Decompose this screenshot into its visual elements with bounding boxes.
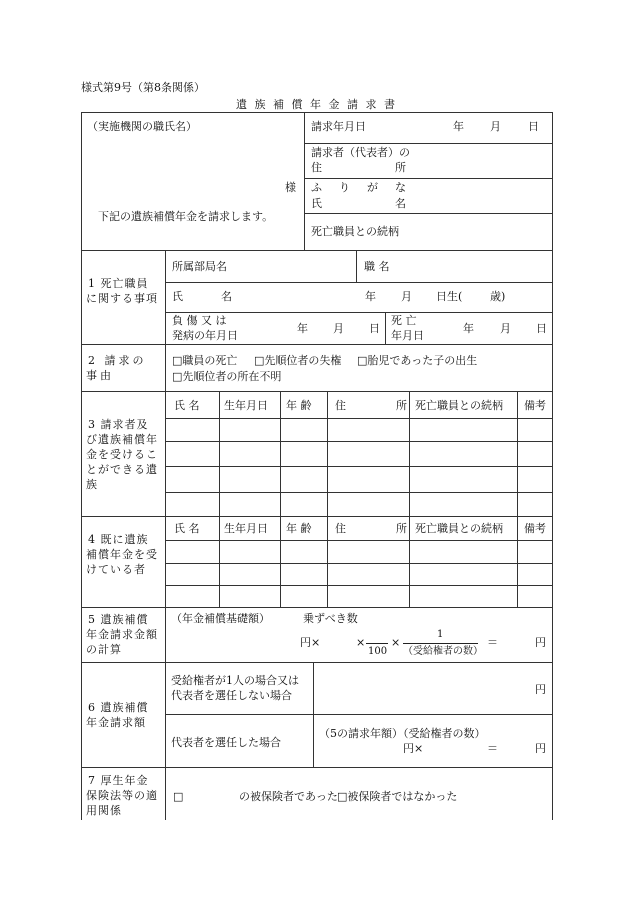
section6-label: 6 遺族補償年金請求額 — [86, 701, 149, 729]
reason-option-fetus-birth[interactable]: □胎児であった子の出生 — [357, 354, 478, 367]
deceased-name-label-a: 氏 — [172, 290, 183, 303]
denominator-100: 100 — [368, 646, 388, 657]
furigana-char-1: ふ — [311, 181, 322, 194]
claimant-address-label-a: 住 — [311, 161, 322, 174]
death-month[interactable]: 月 — [500, 322, 511, 335]
position-label[interactable]: 職 名 — [364, 260, 390, 273]
rep-yen[interactable]: 円 — [535, 742, 546, 755]
case-single-line1: 受給権者が1人の場合又は — [171, 674, 299, 687]
col-age: 年 齢 — [286, 522, 312, 535]
col-note: 備考 — [524, 399, 546, 412]
claimant-name-label-b[interactable]: 名 — [395, 197, 406, 210]
times-sign-1: × — [356, 636, 366, 649]
col-birthdate: 生年月日 — [224, 522, 268, 535]
request-date-day[interactable]: 日 — [528, 120, 539, 133]
multiplier-label: 乗ずべき数 — [303, 612, 358, 625]
death-date-label-2: 年月日 — [391, 329, 424, 342]
request-date-label: 請求年月日 — [311, 120, 366, 133]
col-name: 氏 名 — [174, 399, 200, 412]
case-representative: 代表者を選任した場合 — [171, 736, 281, 749]
injury-year[interactable]: 年 — [297, 322, 308, 335]
numerator-1: 1 — [437, 629, 444, 640]
age-suffix[interactable]: 歳) — [490, 290, 506, 303]
deceased-name-label-b[interactable]: 名 — [221, 290, 232, 303]
single-case-yen[interactable]: 円 — [535, 683, 546, 696]
times-sign-2: × — [391, 636, 401, 649]
claimant-relation-label[interactable]: 死亡職員との続柄 — [311, 225, 399, 238]
section1-label: 1 死亡職員に関する事項 — [86, 277, 158, 305]
request-date-year[interactable]: 年 — [453, 120, 464, 133]
fraction-bar-2 — [403, 643, 478, 644]
death-year[interactable]: 年 — [463, 322, 474, 335]
col-name: 氏 名 — [174, 522, 200, 535]
birth-year[interactable]: 年 — [365, 290, 376, 303]
claimant-address-label-b[interactable]: 所 — [395, 161, 406, 174]
reason-option-unknown-whereabouts[interactable]: □先順位者の所在不明 — [172, 370, 282, 383]
injury-date-label-1: 負 傷 又 は — [172, 314, 227, 327]
col-relation: 死亡職員との続柄 — [415, 399, 503, 412]
yen-times[interactable]: 円× — [300, 636, 321, 649]
insured-checkbox[interactable]: □ — [173, 790, 184, 803]
col-note: 備考 — [524, 522, 546, 535]
col-relation: 死亡職員との続柄 — [415, 522, 503, 535]
document-title: 遺 族 補 償 年 金 請 求 書 — [236, 98, 397, 111]
agency-official-label: （実施機関の職氏名） — [87, 120, 197, 133]
section7-label: 7 厚生年金保険法等の適用関係 — [86, 774, 158, 817]
section5-label: 5 遺族補償年金請求金額の計算 — [86, 613, 158, 656]
equals-sign: ＝ — [487, 636, 498, 649]
birth-day-suffix[interactable]: 日生( — [436, 290, 463, 303]
col-address-a: 住 — [335, 399, 346, 412]
injury-date-label-2: 発病の年月日 — [172, 329, 238, 342]
case-single-line2: 代表者を選任しない場合 — [171, 689, 292, 702]
claimant-name-label-a: 氏 — [311, 197, 322, 210]
injury-month[interactable]: 月 — [333, 322, 344, 335]
request-date-month[interactable]: 月 — [490, 120, 501, 133]
col-address-b: 所 — [396, 522, 407, 535]
col-birthdate: 生年月日 — [224, 399, 268, 412]
base-amount-label: （年金補償基礎額） — [171, 612, 270, 625]
annual-amount-calc-label: （5の請求年額）（受給権者の数） — [319, 727, 486, 740]
death-date-label-1: 死 亡 — [391, 314, 417, 327]
insured-was-label: の被保険者であった — [239, 790, 338, 803]
col-age: 年 齢 — [286, 399, 312, 412]
request-statement: 下記の遺族補償年金を請求します。 — [98, 210, 274, 223]
form-number: 様式第9号（第8条関係） — [81, 81, 205, 94]
injury-day[interactable]: 日 — [369, 322, 380, 335]
honorific-sama: 様 — [285, 181, 296, 194]
reason-option-death[interactable]: □職員の死亡 — [172, 354, 238, 367]
fraction-bar-1 — [366, 643, 388, 644]
col-address-a: 住 — [335, 522, 346, 535]
reason-option-forfeiture[interactable]: □先順位者の失権 — [254, 354, 342, 367]
section2-label: 2 請求の事由 — [86, 354, 147, 382]
result-yen[interactable]: 円 — [535, 636, 546, 649]
insured-was-not-option[interactable]: □被保険者ではなかった — [337, 790, 458, 803]
furigana-char-3: が — [367, 181, 378, 194]
rep-equals: ＝ — [487, 742, 498, 755]
furigana-char-4: な — [395, 181, 406, 194]
death-day[interactable]: 日 — [536, 322, 547, 335]
col-address-b: 所 — [396, 399, 407, 412]
department-label[interactable]: 所属部局名 — [172, 260, 227, 273]
section4-label: 4 既に遺族補償年金を受けている者 — [86, 533, 158, 576]
claimant-representative-label: 請求者（代表者）の — [311, 146, 410, 159]
recipients-count-denominator: （受給権者の数） — [403, 646, 483, 657]
rep-yen-times[interactable]: 円× — [403, 742, 424, 755]
section3-label: 3 請求者及び遺族補償年金を受けることができる遺族 — [86, 418, 158, 491]
birth-month[interactable]: 月 — [401, 290, 412, 303]
furigana-char-2: り — [339, 181, 350, 194]
